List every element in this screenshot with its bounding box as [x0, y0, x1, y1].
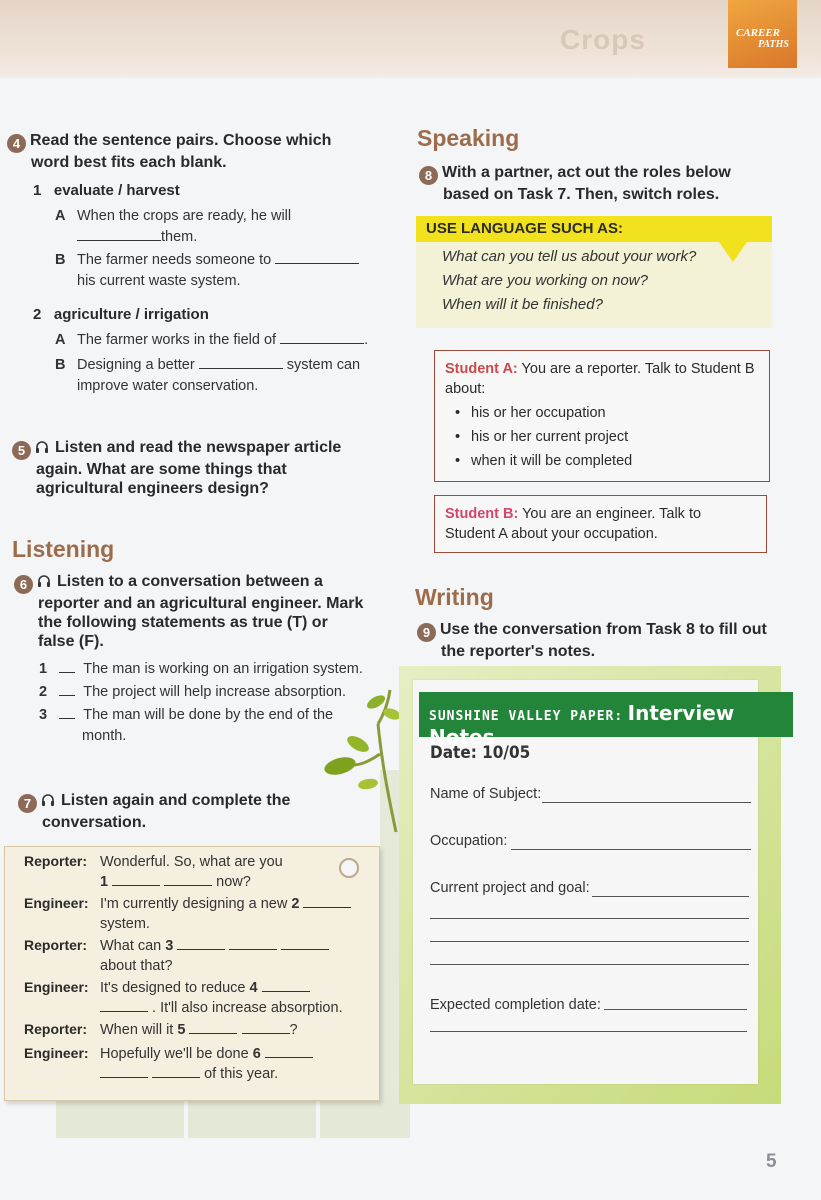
student-b-label: Student B: [445, 506, 519, 522]
item-number: 1 [33, 182, 42, 199]
statement-text: The man is working on an irrigation system. [83, 661, 363, 677]
tag-hole [339, 858, 359, 878]
label-a: A [55, 332, 66, 348]
blank-number: 3 [165, 938, 174, 954]
answer-blank[interactable] [164, 874, 212, 886]
notes-date: Date: 10/05 [430, 743, 531, 763]
conversation-line [100, 1020, 370, 1040]
task-number-badge: 8 [419, 166, 438, 185]
task-number-badge: 7 [18, 794, 37, 813]
field-label: Expected completion date: [430, 997, 601, 1013]
task7-line2: conversation. [42, 814, 147, 831]
writing-heading: Writing [415, 584, 494, 610]
career-paths-logo [728, 0, 797, 68]
blank-number: 1 [100, 874, 109, 890]
speaker-label: Reporter: [24, 937, 88, 953]
answer-blank[interactable] [265, 1046, 313, 1058]
line-text: Wonderful. So, what are you [100, 854, 283, 870]
task8-instruction [419, 163, 799, 204]
answer-blank[interactable] [112, 874, 160, 886]
name-of-subject-line[interactable] [542, 802, 751, 803]
task6-line3: the following statements as true (T) or [38, 614, 328, 631]
task6-instruction [14, 572, 384, 651]
statement-text: The project will help increase absorption. [83, 684, 346, 700]
completion-date-line[interactable] [604, 1009, 747, 1010]
sentence-text: When the crops are ready, he will [77, 208, 292, 224]
answer-blank[interactable] [281, 938, 329, 950]
task9-line1: Use the conversation from Task 8 to fill out [440, 621, 767, 638]
top-band [0, 0, 821, 78]
line-text: system. [100, 916, 150, 932]
project-goal-line[interactable] [430, 918, 749, 919]
student-a-box [434, 350, 770, 482]
task5-line1: Listen and read the newspaper article [55, 439, 342, 456]
sentence-text: improve water conservation. [77, 378, 259, 394]
sentence-text: them. [161, 229, 198, 245]
blank-number: 6 [252, 1046, 261, 1062]
role-bullet: • when it will be completed [445, 449, 759, 473]
speaking-heading: Speaking [417, 125, 520, 151]
task8-line2: based on Task 7. Then, switch roles. [443, 186, 720, 203]
field-label: Current project and goal: [430, 880, 590, 896]
answer-blank[interactable] [152, 1066, 200, 1078]
line-text: When will it [100, 1022, 174, 1038]
line-text: What can [100, 938, 162, 954]
field-label: Occupation: [430, 833, 508, 849]
task4-item2-a [55, 330, 375, 351]
tf-statement [39, 659, 379, 680]
statement-text: The man will be done by the end of the [83, 707, 334, 723]
project-goal-line[interactable] [430, 964, 749, 965]
page-number: 5 [766, 1151, 777, 1172]
background-tiles [56, 1098, 410, 1138]
task4-line1: Read the sentence pairs. Choose which [30, 132, 332, 149]
task4-instruction [7, 131, 377, 172]
task5-line3: agricultural engineers design? [36, 480, 269, 497]
phrase: What can you tell us about your work? [442, 248, 697, 265]
label-b: B [55, 252, 66, 268]
student-b-box [434, 495, 767, 553]
student-b-intro [445, 504, 756, 524]
sentence-text: Designing a better [77, 357, 195, 373]
answer-blank[interactable] [177, 938, 225, 950]
conversation-line [100, 978, 370, 1018]
task8-line1: With a partner, act out the roles below [442, 164, 731, 181]
line-text: It's designed to reduce [100, 980, 246, 996]
line-text: I'm currently designing a new [100, 896, 288, 912]
headphones-icon [37, 574, 51, 588]
task4-line2: word best fits each blank. [31, 154, 227, 171]
completion-date-line[interactable] [430, 1031, 747, 1032]
task7-line1: Listen again and complete the [61, 792, 291, 809]
task4-item1-title [33, 182, 180, 199]
answer-blank[interactable] [199, 357, 283, 369]
line-text: about that? [100, 958, 173, 974]
line-text: now? [216, 874, 251, 890]
tf-blank[interactable] [59, 707, 75, 719]
listening-heading: Listening [12, 536, 115, 562]
answer-blank[interactable] [303, 896, 351, 908]
conversation-line [100, 1044, 370, 1084]
student-a-label: Student A: [445, 361, 518, 377]
task4-item1-a [55, 206, 375, 248]
speaker-label: Reporter: [24, 1021, 88, 1037]
answer-blank[interactable] [262, 980, 310, 992]
task6-line2: reporter and an agricultural engineer. Mark [38, 595, 364, 612]
conversation-line [100, 852, 340, 892]
banner-part2: Interview Notes [429, 701, 735, 749]
student-a-intro [445, 357, 759, 381]
line-text: of this year. [204, 1066, 279, 1082]
item-words: agriculture / irrigation [53, 306, 209, 323]
statement-number: 3 [39, 707, 48, 723]
role-bullet: • his or her current project [445, 425, 759, 449]
sentence-text: The farmer needs someone to [77, 252, 272, 268]
conversation-line [100, 936, 370, 976]
role-text: about: [445, 381, 486, 397]
role-bullet: • his or her occupation [445, 401, 759, 425]
task-number-badge: 5 [12, 441, 31, 460]
answer-blank[interactable] [100, 1066, 148, 1078]
phrase: What are you working on now? [442, 272, 648, 289]
statement-text: month. [82, 728, 127, 744]
answer-blank[interactable] [242, 1022, 290, 1034]
label-b: B [55, 357, 66, 373]
item-number: 2 [33, 306, 42, 323]
notes-banner [419, 692, 793, 749]
sentence-text: The farmer works in the field of [77, 332, 277, 348]
answer-blank[interactable] [280, 332, 364, 344]
task6-line4: false (F). [38, 633, 104, 650]
headphones-icon [41, 793, 55, 807]
phrase: When will it be finished? [442, 296, 603, 313]
task5-instruction [12, 438, 382, 498]
language-box [416, 216, 772, 328]
tf-blank[interactable] [59, 661, 75, 673]
sentence-text: his current waste system. [77, 273, 241, 289]
statement-number: 1 [39, 661, 48, 677]
answer-blank[interactable] [77, 229, 161, 241]
field-label: Name of Subject: [430, 786, 542, 802]
item-words: evaluate / harvest [53, 182, 180, 199]
line-text: . It'll also increase absorption. [152, 1000, 343, 1016]
role-text: You are an engineer. Talk to [522, 506, 702, 522]
task4-item1-b [55, 250, 375, 292]
logo-line1: CAREER [736, 27, 781, 39]
leaf-branch-icon [318, 684, 400, 834]
task-number-badge: 4 [7, 134, 26, 153]
logo-line2: PATHS [758, 39, 789, 50]
task4-item2-b [55, 355, 375, 397]
answer-blank[interactable] [100, 1000, 148, 1012]
task-number-badge: 6 [14, 575, 33, 594]
occupation-line[interactable] [511, 849, 751, 850]
task9-instruction [417, 620, 807, 661]
blank-number: 5 [177, 1022, 186, 1038]
task6-line1: Listen to a conversation between a [57, 573, 323, 590]
label-a: A [55, 208, 66, 224]
speech-pointer [719, 242, 747, 262]
task9-line2: the reporter's notes. [441, 643, 596, 660]
conversation-line [100, 894, 370, 934]
ghost-title: Crops [560, 24, 646, 55]
role-text: You are a reporter. Talk to Student B [521, 361, 755, 377]
task-number-badge: 9 [417, 623, 436, 642]
answer-blank[interactable] [229, 938, 277, 950]
answer-blank[interactable] [189, 1022, 237, 1034]
sentence-text: system can [286, 357, 361, 373]
task4-item2-title [33, 306, 209, 323]
speaker-label: Engineer: [24, 1045, 89, 1061]
speaker-label: Engineer: [24, 895, 89, 911]
language-box-header: USE LANGUAGE SUCH AS: [416, 216, 772, 242]
speaker-label: Reporter: [24, 853, 88, 869]
statement-number: 2 [39, 684, 48, 700]
answer-blank[interactable] [275, 252, 359, 264]
blank-number: 2 [291, 896, 300, 912]
banner-part1: SUNSHINE VALLEY PAPER: [429, 709, 624, 724]
line-text: ? [289, 1022, 298, 1038]
blank-number: 4 [249, 980, 258, 996]
project-goal-line[interactable] [592, 896, 749, 897]
headphones-icon [35, 440, 49, 454]
tf-blank[interactable] [59, 684, 75, 696]
task5-line2: again. What are some things that [36, 461, 287, 478]
speaker-label: Engineer: [24, 979, 89, 995]
project-goal-line[interactable] [430, 941, 749, 942]
role-text: Student A about your occupation. [445, 526, 658, 542]
sentence-period: . [364, 332, 369, 348]
line-text: Hopefully we'll be done [100, 1046, 249, 1062]
